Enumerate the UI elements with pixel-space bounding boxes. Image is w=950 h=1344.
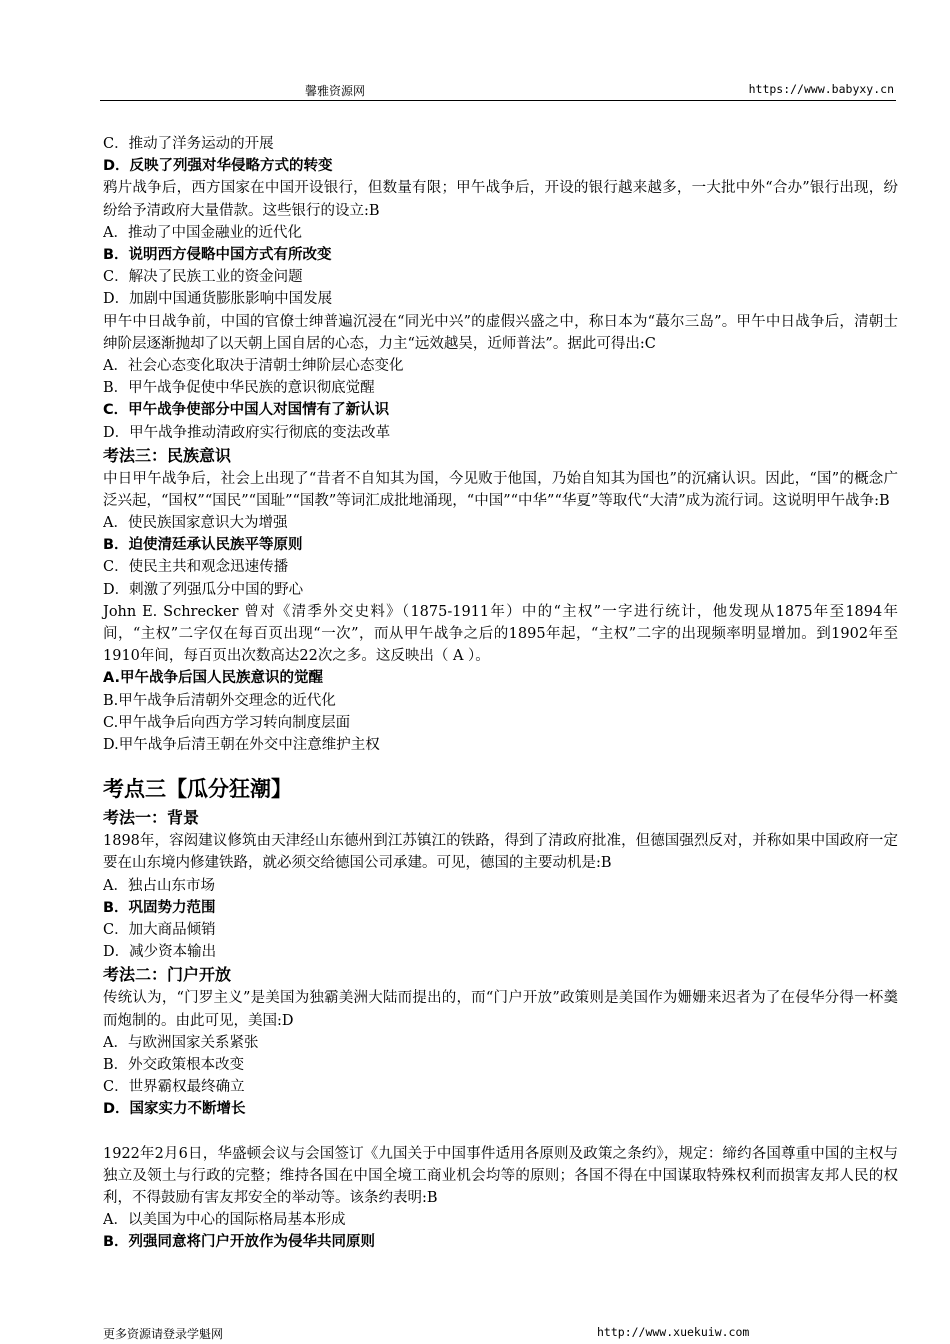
method-heading: 考法一：背景 <box>103 808 200 828</box>
option-a: A．以美国为中心的国际格局基本形成 <box>103 1212 346 1229</box>
option-a: A．推动了中国金融业的近代化 <box>103 224 302 241</box>
option-a: A．独占山东市场 <box>103 877 215 894</box>
question-stem: 1922年2月6日，华盛顿会议与会国签订《九国关于中国事件适用各原则及政策之条约》，规定：缔约各国尊重中国的主权与独立及领土与行政的完整；维持各国在中国全境工商业机会均等的原则；各国不得在中国谋取特殊权利而损害友邦人民的权利，不得鼓励有害友邦安全的举动等。该条约表明:B <box>103 1145 898 1206</box>
method-heading: 考法三：民族意识 <box>103 445 232 465</box>
question-stem: 中日甲午战争后，社会上出现了“昔者不自知其为国，今见败于他国，乃始自知其为国也”的沉痛认识。因此，“国”的概念广泛兴起，“国权”“国民”“国耻”“国教”等词汇成批地涌现，“中国”“中华”“华夏”等取代“大清”成为流行词。这说明甲午战争:B <box>103 470 898 509</box>
option-b: B.甲午战争后清朝外交理念的近代化 <box>103 692 336 709</box>
option-c: C．世界霸权最终确立 <box>103 1079 245 1096</box>
option-b-answer: B．巩固势力范围 <box>103 899 216 916</box>
header-site-name: 馨雅资源网 <box>305 84 366 98</box>
option-a: A．使民族国家意识大为增强 <box>103 515 288 532</box>
question-stem: 甲午中日战争前，中国的官僚士绅普遍沉浸在“同光中兴”的虚假兴盛之中，称日本为“蕞尔三岛”。甲午中日战争后，清朝士绅阶层逐渐抛却了以天朝上国自居的心态，力主“远效越吴，近师普法”。据此可得出:C <box>103 313 898 352</box>
option-b-answer: B．迫使清廷承认民族平等原则 <box>103 537 303 554</box>
method-heading: 考法二：门户开放 <box>103 965 232 985</box>
option-d: D．加剧中国通货膨胀影响中国发展 <box>103 291 333 308</box>
option-d-answer: D．国家实力不断增长 <box>103 1101 246 1118</box>
question-stem: 鸦片战争后，西方国家在中国开设银行，但数量有限；甲午战争后，开设的银行越来越多，一大批中外“合办”银行出现，纷纷给予清政府大量借款。这些银行的设立:B <box>103 180 898 219</box>
question-stem: John E. Schrecker 曾对《清季外交史料》（1875-1911年）中的“主权”一字进行统计，他发现从1875年至1894年间，“主权”二字仅在每百页出现“一次”，而从甲午战争之后的1895年起，“主权”二字的出现频率明显增加。到1902年至1910年间，每百页出次数高达22次之多。这反映出（ A ）。 <box>103 603 898 665</box>
option-d: D．刺激了列强瓜分中国的野心 <box>103 581 304 598</box>
option-c: C．使民主共和观念迅速传播 <box>103 559 289 576</box>
option-b: B．甲午战争促使中华民族的意识彻底觉醒 <box>103 380 375 397</box>
section-heading: 考点三【瓜分狂潮】 <box>103 777 292 802</box>
page-header <box>100 80 896 101</box>
option-c: C.甲午战争后向西方学习转向制度层面 <box>103 714 351 731</box>
option-a-answer: A.甲午战争后国人民族意识的觉醒 <box>103 670 323 687</box>
option-b-answer: B．说明西方侵略中国方式有所改变 <box>103 246 332 263</box>
option-b-answer: B．列强同意将门户开放作为侵华共同原则 <box>103 1234 376 1251</box>
spacer <box>103 1121 898 1143</box>
option-a: A．社会心态变化取决于清朝士绅阶层心态变化 <box>103 357 404 374</box>
option-c-answer: C．甲午战争使部分中国人对国情有了新认识 <box>103 402 390 419</box>
option-a: A．与欧洲国家关系紧张 <box>103 1034 259 1051</box>
option-d-answer: D．反映了列强对华侵略方式的转变 <box>103 158 333 175</box>
option-c: C．推动了洋务运动的开展 <box>103 136 274 152</box>
header-url[interactable]: https://www.babyxy.cn <box>748 82 894 96</box>
option-d: D．甲午战争推动清政府实行彻底的变法改革 <box>103 424 391 441</box>
option-d: D.甲午战争后清王朝在外交中注意维护主权 <box>103 737 380 754</box>
footer-url[interactable]: http://www.xuekuiw.com <box>597 1325 750 1339</box>
option-b: B．外交政策根本改变 <box>103 1056 245 1073</box>
option-c: C．加大商品倾销 <box>103 921 216 938</box>
option-d: D．减少资本输出 <box>103 944 217 961</box>
question-stem: 传统认为，“门罗主义”是美国为独霸美洲大陆而提出的，而“门户开放”政策则是美国作为姗姗来迟者为了在侵华分得一杯羹而炮制的。由此可见，美国:D <box>103 990 898 1029</box>
option-c: C．解决了民族工业的资金问题 <box>103 269 303 286</box>
question-stem: 1898年，容闳建议修筑由天津经山东德州到江苏镇江的铁路，得到了清政府批准，但德国强烈反对，并称如果中国政府一定要在山东境内修建铁路，就必须交给德国公司承建。可见，德国的主要动机是:B <box>103 833 898 872</box>
document-body <box>103 133 898 1254</box>
footer-note: 更多资源请登录学魁网 <box>103 1327 224 1341</box>
